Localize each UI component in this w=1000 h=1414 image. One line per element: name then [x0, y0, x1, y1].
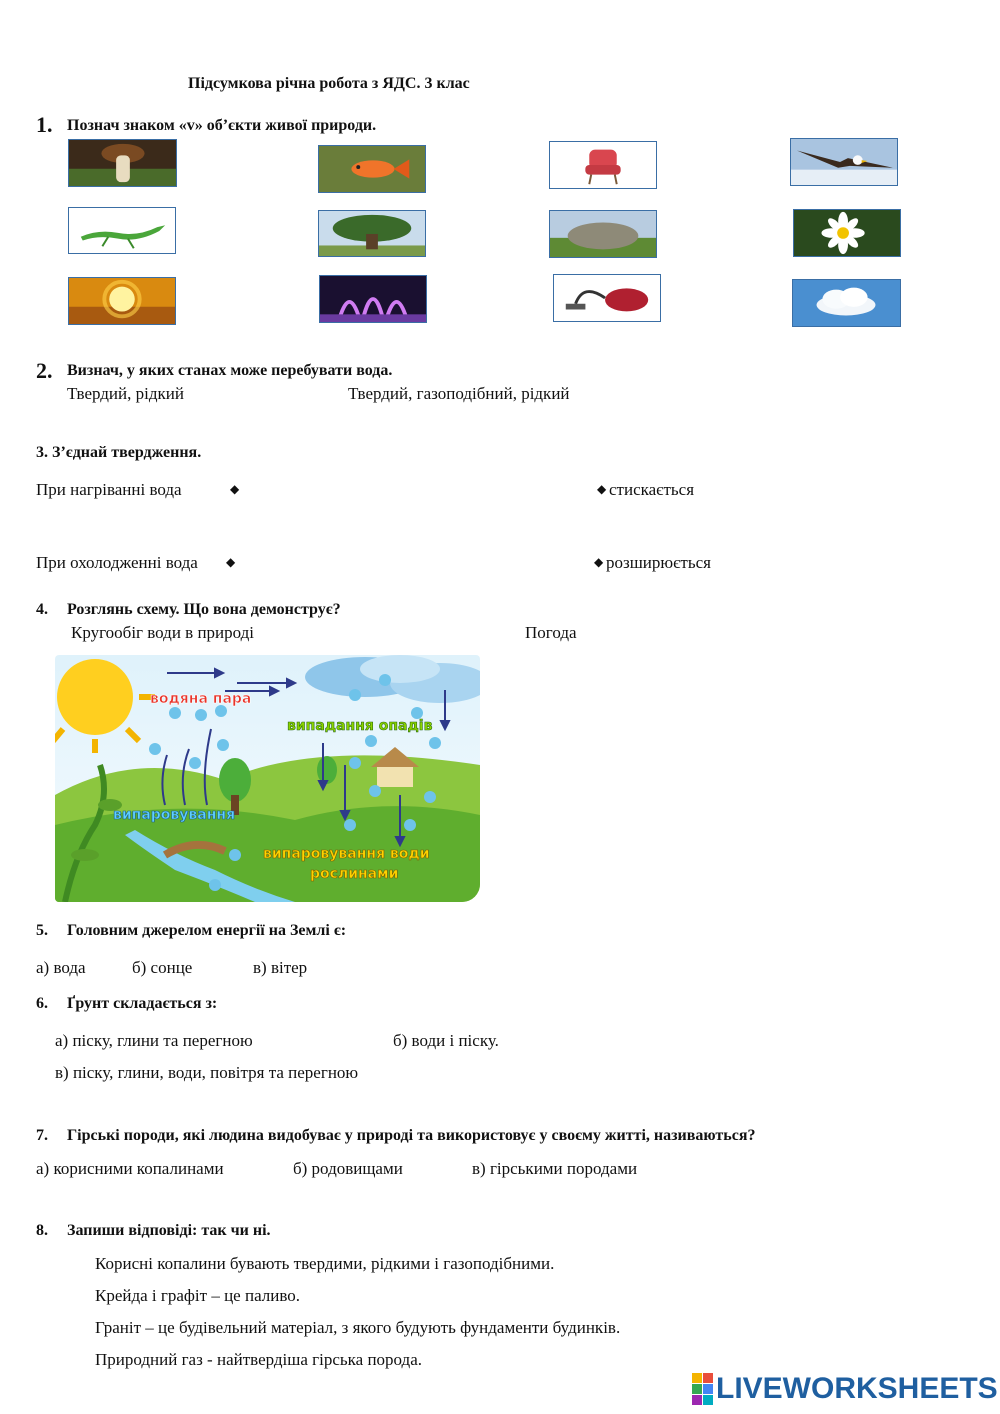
q5-option-b[interactable]: б) сонце: [132, 958, 193, 977]
armchair-image[interactable]: [549, 141, 657, 189]
q5-number: 5.: [36, 922, 48, 939]
cloud-image[interactable]: [792, 279, 901, 327]
q4-option-b[interactable]: Погода: [525, 623, 577, 642]
q5-option-c[interactable]: в) вітер: [253, 958, 308, 977]
fountain-image[interactable]: [319, 275, 427, 323]
q5-option-a[interactable]: а) вода: [36, 958, 86, 977]
lizard-image[interactable]: [68, 207, 176, 254]
scheme-label-plants: рослинами: [310, 866, 399, 882]
q2-option-b[interactable]: Твердий, газоподібний, рідкий: [348, 384, 570, 403]
water-cycle-scheme: [55, 655, 480, 902]
q7-text: Гірські породи, які людина видобуває у природі та використовує у своєму житті, називаються?: [67, 1127, 756, 1144]
scheme-label-transpiration: випаровування води: [263, 846, 430, 862]
q1-text: Познач знаком «v» об’єкти живої природи.: [67, 117, 377, 134]
q3-left-2: При охолодженні вода: [36, 553, 198, 572]
q6-text: Ґрунт складається з:: [67, 995, 218, 1012]
sun-image[interactable]: [68, 277, 176, 325]
logo-icon: [692, 1373, 713, 1405]
q4-text: Розглянь схему. Що вона демонструє?: [67, 601, 341, 618]
q1-number: 1.: [36, 112, 53, 137]
liveworksheets-logo: [692, 1372, 998, 1406]
q8-statement-1: Корисні копалини бувають твердими, рідкими і газоподібними.: [95, 1254, 555, 1273]
goldfish-image[interactable]: [318, 145, 426, 193]
q3-right-1: стискається: [609, 480, 695, 499]
q2-option-a[interactable]: Твердий, рідкий: [67, 384, 184, 403]
q5-text: Головним джерелом енергії на Землі є:: [67, 922, 347, 939]
q2-text: Визнач, у яких станах може перебувати вода.: [67, 362, 393, 379]
scheme-label-evaporation: випаровування: [113, 807, 236, 823]
q8-statement-2: Крейда і графіт – це паливо.: [95, 1286, 301, 1305]
q3-title: 3. З’єднай твердження.: [36, 444, 202, 461]
logo-text: LIVEWORKSHEETS: [716, 1372, 998, 1405]
q3-right-2: розширюється: [606, 553, 711, 572]
q8-number: 8.: [36, 1222, 48, 1239]
q7-option-c[interactable]: в) гірськими породами: [472, 1159, 638, 1178]
scheme-label-vapor: водяна пара: [150, 691, 252, 707]
q3-left-1: При нагріванні вода: [36, 480, 182, 499]
q7-option-a[interactable]: а) корисними копалинами: [36, 1159, 224, 1178]
q8-statement-4: Природний газ - найтвердіша гірська порода.: [95, 1350, 422, 1369]
scheme-label-precipitation: випадання опадів: [287, 718, 433, 734]
q3-left-2-connector[interactable]: ◆: [226, 555, 236, 569]
q6-number: 6.: [36, 995, 48, 1012]
q7-option-b[interactable]: б) родовищами: [293, 1159, 403, 1178]
eagle-image[interactable]: [790, 138, 898, 186]
q3-right-2-connector[interactable]: ◆: [594, 555, 604, 569]
q8-text: Запиши відповіді: так чи ні.: [67, 1222, 271, 1239]
q3-right-1-connector[interactable]: ◆: [597, 482, 607, 496]
q6-option-a[interactable]: а) піску, глини та перегною: [55, 1031, 253, 1050]
q4-number: 4.: [36, 601, 48, 618]
page-title: Підсумкова річна робота з ЯДС. 3 клас: [188, 75, 470, 92]
daisy-image[interactable]: [793, 209, 901, 257]
mushroom-image[interactable]: [68, 139, 177, 187]
stone-image[interactable]: [549, 210, 657, 258]
q4-option-a[interactable]: Кругообіг води в природі: [71, 623, 255, 642]
q8-statement-3: Граніт – це будівельний матеріал, з якого будують фундаменти будинків.: [95, 1318, 621, 1337]
tree-image[interactable]: [318, 210, 426, 257]
q6-option-b[interactable]: б) води і піску.: [393, 1031, 499, 1050]
q3-left-1-connector[interactable]: ◆: [230, 482, 240, 496]
q2-number: 2.: [36, 358, 53, 383]
q6-option-c[interactable]: в) піску, глини, води, повітря та перегною: [55, 1063, 359, 1082]
vacuum-cleaner-image[interactable]: [553, 274, 661, 322]
q7-number: 7.: [36, 1127, 48, 1144]
